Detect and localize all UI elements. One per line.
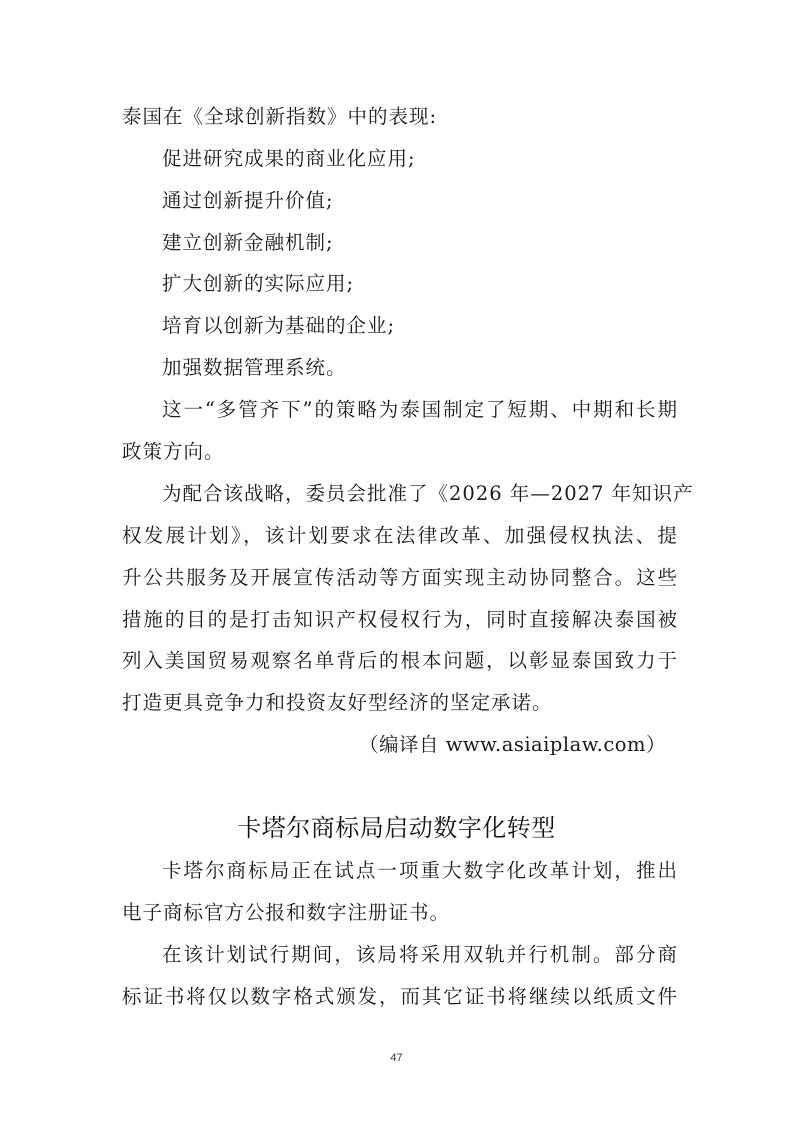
list-item: 扩大创新的实际应用; [162,272,355,295]
list-item: 促进研究成果的商业化应用; [162,147,416,170]
source-attribution: （编译自 www.asiaiplaw.com） [359,733,666,756]
paragraph-line: 权发展计划》，该计划要求在法律改革、加强侵权执法、提 [122,524,678,547]
paragraph-line: 标证书将仅以数字格式颁发，而其它证书将继续以纸质文件 [122,985,678,1008]
paragraph-line: 打造更具竞争力和投资友好型经济的坚定承诺。 [122,691,553,714]
list-item: 通过创新提升价值; [162,189,334,212]
paragraph-line: 措施的目的是打击知识产权侵权行为，同时直接解决泰国被 [122,608,678,631]
list-item: 培育以创新为基础的企业; [162,314,396,337]
paragraph-line: 这一“多管齐下”的策略为泰国制定了短期、中期和长期 [162,398,678,421]
paragraph-line: 电子商标官方公报和数字注册证书。 [122,901,451,924]
paragraph-line: 政策方向。 [122,440,225,463]
list-item: 建立创新金融机制; [162,231,334,254]
section-title: 卡塔尔商标局启动数字化转型 [237,814,556,842]
page-number: 47 [390,1052,403,1064]
list-item: 加强数据管理系统。 [162,356,347,379]
paragraph-line: 卡塔尔商标局正在试点一项重大数字化改革计划，推出 [162,859,678,882]
paragraph-line: 在该计划试行期间，该局将采用双轨并行机制。部分商 [162,943,678,966]
paragraph-line: 列入美国贸易观察名单背后的根本问题，以彰显泰国致力于 [122,649,678,672]
paragraph-line: 为配合该战略，委员会批准了《2026 年—2027 年知识产 [162,482,694,505]
intro-line: 泰国在《全球创新指数》中的表现: [122,105,438,128]
paragraph-line: 升公共服务及开展宣传活动等方面实现主动协同整合。这些 [122,566,678,589]
